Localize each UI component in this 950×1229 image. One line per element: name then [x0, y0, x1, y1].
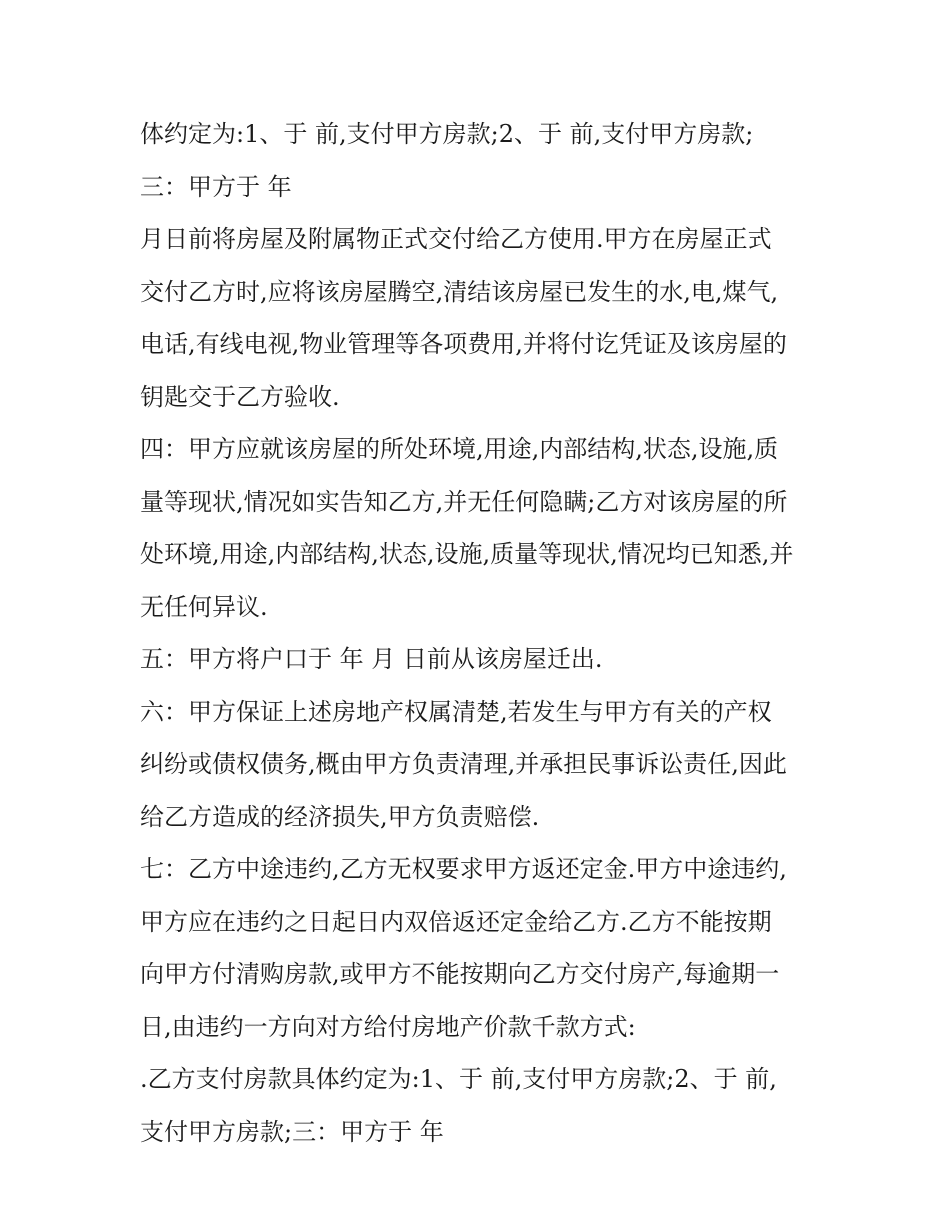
text-line: 四：甲方应就该房屋的所处环境,用途,内部结构,状态,设施,质 [140, 435, 779, 463]
text-line: 纠纷或债权债务,概由甲方负责清理,并承担民事诉讼责任,因此 [140, 750, 787, 778]
text-line: 体约定为:1、于 前,支付甲方房款;2、于 前,支付甲方房款; [140, 120, 754, 148]
text-line: 三：甲方于 年 [140, 172, 292, 201]
text-line: 五：甲方将户口于 年 月 日前从该房屋迁出. [140, 645, 603, 673]
text-line: 交付乙方时,应将该房屋腾空,清结该房屋已发生的水,电,煤气, [140, 277, 779, 306]
text-line: 量等现状,情况如实告知乙方,并无任何隐瞒;乙方对该房屋的所 [140, 487, 788, 516]
text-line: 给乙方造成的经济损失,甲方负责赔偿. [140, 802, 540, 831]
text-line: 向甲方付清购房款,或甲方不能按期向乙方交付房产,每逾期一 [140, 960, 780, 988]
text-line: 电话,有线电视,物业管理等各项费用,并将付讫凭证及该房屋的 [140, 330, 787, 358]
text-line: 钥匙交于乙方验收. [140, 382, 340, 411]
text-line: 无任何异议. [140, 592, 268, 621]
text-line: 日,由违约一方向对方给付房地产价款千款方式: [140, 1012, 636, 1041]
text-line: .乙方支付房款具体约定为:1、于 前,支付甲方房款;2、于 前, [140, 1065, 777, 1093]
text-line: 六：甲方保证上述房地产权属清楚,若发生与甲方有关的产权 [140, 697, 772, 726]
text-line: 支付甲方房款;三：甲方于 年 [140, 1117, 444, 1146]
text-line: 处环境,用途,内部结构,状态,设施,质量等现状,情况均已知悉,并 [140, 540, 794, 568]
document-body [140, 108, 815, 1158]
text-line: 甲方应在违约之日起日内双倍返还定金给乙方.乙方不能按期 [140, 907, 772, 936]
text-line: 七：乙方中途违约,乙方无权要求甲方返还定金.甲方中途违约, [140, 855, 787, 883]
text-line: 月日前将房屋及附属物正式交付给乙方使用.甲方在房屋正式 [140, 225, 772, 253]
